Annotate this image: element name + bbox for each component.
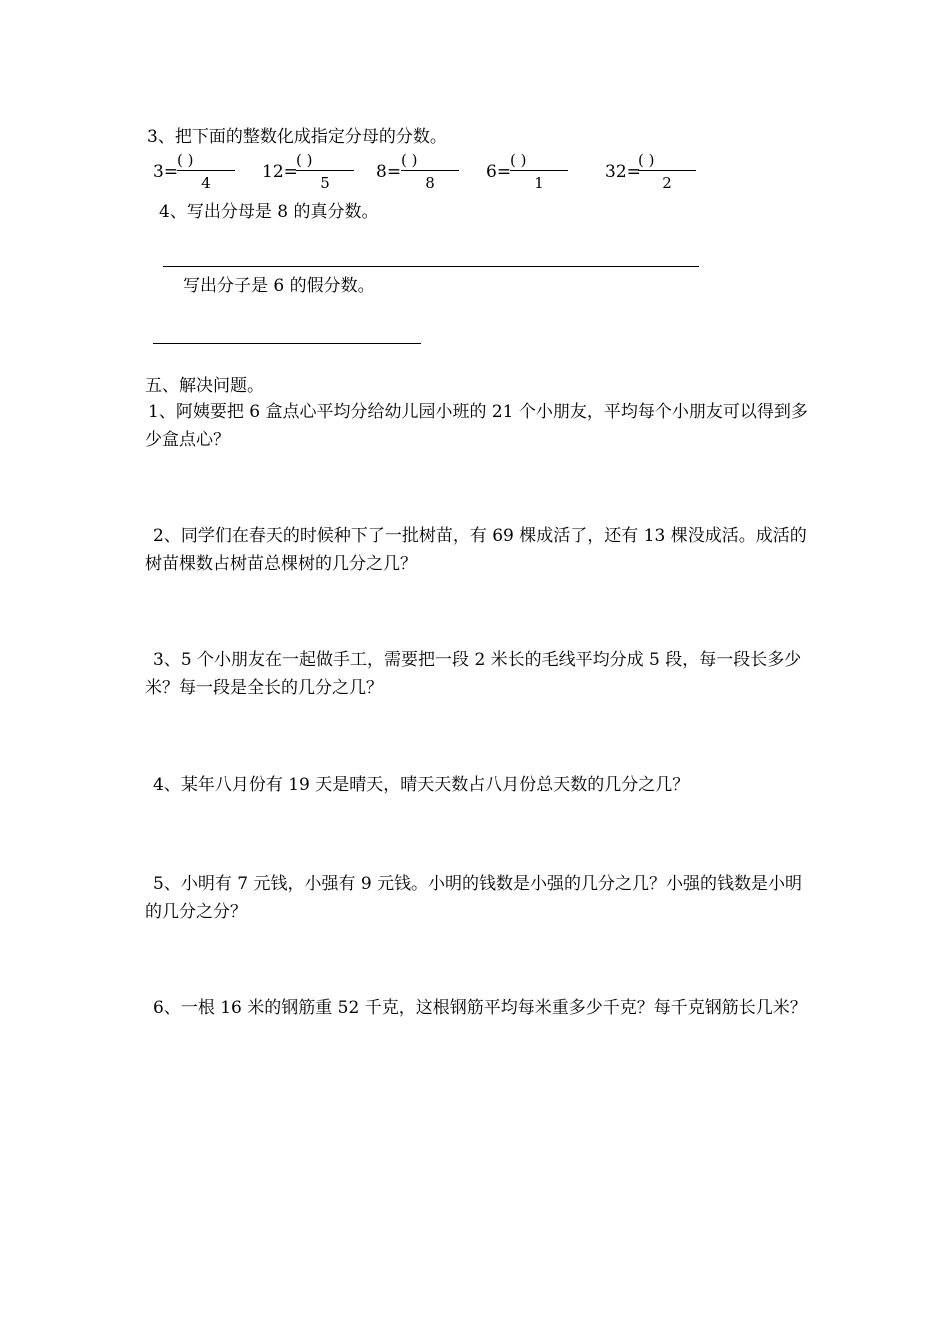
fraction-exercise bbox=[153, 152, 243, 200]
word-problem-3: 3、5 个小朋友在一起做手工，需要把一段 2 米长的毛线平均分成 5 段，每一段长多少米？每一段是全长的几分之几？ bbox=[145, 650, 802, 698]
fraction-bar bbox=[638, 170, 696, 171]
section-3-heading: 3、把下面的整数化成指定分母的分数。 bbox=[147, 127, 447, 147]
fraction-exercise bbox=[262, 152, 362, 200]
fraction-lhs: 8= bbox=[376, 162, 402, 182]
word-problem-2: 2、同学们在春天的时候种下了一批树苗，有 69 棵成活了，还有 13 棵没成活。成活的树苗棵数占树苗总棵树的几分之几？ bbox=[145, 526, 807, 574]
fraction-lhs: 3= bbox=[153, 162, 179, 182]
answer-line[interactable] bbox=[163, 266, 699, 267]
section-4-subheading: 写出分子是 6 的假分数。 bbox=[183, 276, 375, 296]
fraction-bar bbox=[296, 170, 354, 171]
word-problem-5: 5、小明有 7 元钱，小强有 9 元钱。小明的钱数是小强的几分之几？小强的钱数是小明的几分之分？ bbox=[145, 874, 803, 922]
fraction-numerator-blank[interactable]: ( ) bbox=[177, 151, 194, 169]
answer-line[interactable] bbox=[153, 343, 421, 344]
fraction-denominator: 2 bbox=[662, 174, 672, 192]
fraction-lhs: 32= bbox=[605, 162, 641, 182]
fraction-numerator-blank[interactable]: ( ) bbox=[296, 151, 313, 169]
word-problem-6: 6、一根 16 米的钢筋重 52 千克，这根钢筋平均每米重多少千克？每千克钢筋长几米？ bbox=[153, 998, 807, 1018]
fraction-lhs: 6= bbox=[486, 162, 512, 182]
fraction-numerator-blank[interactable]: ( ) bbox=[401, 151, 418, 169]
word-problem-1: 1、阿姨要把 6 盒点心平均分给幼儿园小班的 21 个小朋友，平均每个小朋友可以得到多少盒点心？ bbox=[145, 402, 808, 450]
part-5-heading: 五、解决问题。 bbox=[145, 376, 264, 396]
fraction-exercise bbox=[376, 152, 466, 200]
fraction-numerator-blank[interactable]: ( ) bbox=[510, 151, 527, 169]
fraction-exercise bbox=[486, 152, 576, 200]
fraction-denominator: 5 bbox=[320, 174, 330, 192]
section-4-heading: 4、写出分母是 8 的真分数。 bbox=[159, 202, 379, 222]
fraction-bar bbox=[401, 170, 459, 171]
fraction-lhs: 12= bbox=[262, 162, 298, 182]
word-problem-4: 4、某年八月份有 19 天是晴天，晴天天数占八月份总天数的几分之几？ bbox=[153, 775, 690, 795]
fraction-denominator: 8 bbox=[425, 174, 435, 192]
fraction-bar bbox=[177, 170, 235, 171]
fraction-denominator: 1 bbox=[534, 174, 544, 192]
fraction-numerator-blank[interactable]: ( ) bbox=[638, 151, 655, 169]
fraction-denominator: 4 bbox=[201, 174, 211, 192]
fraction-exercise bbox=[605, 152, 705, 200]
fraction-bar bbox=[510, 170, 568, 171]
